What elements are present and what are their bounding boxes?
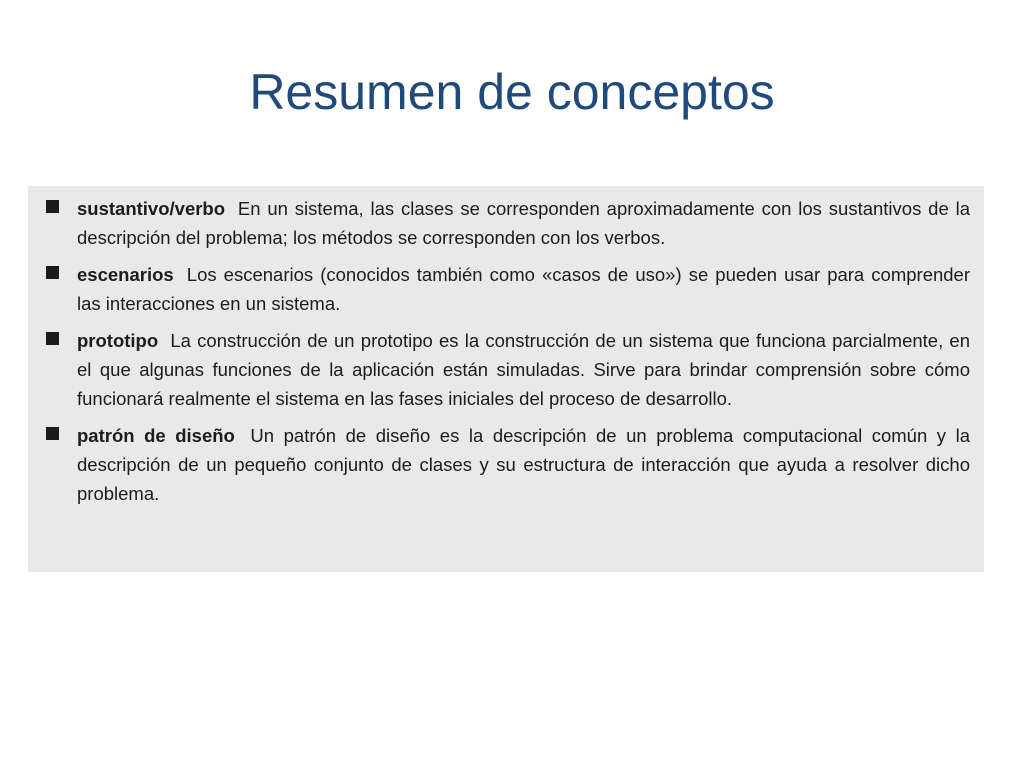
concept-definition: Los escenarios (conocidos también como «casos de uso») se pueden usar para comprender las interacciones en un sistema. <box>77 264 971 314</box>
square-bullet-icon <box>46 332 59 345</box>
concept-definition: La construcción de un prototipo es la construcción de un sistema que funciona parcialmente, en el que algunas funciones de la aplicación están simuladas. Sirve para brindar comprensión sobre cómo funcionará realmente el sistema en las fases iniciales del proceso de desarrollo. <box>77 330 971 409</box>
square-bullet-icon <box>46 266 59 279</box>
concept-term: prototipo <box>77 330 159 351</box>
concept-term: patrón de diseño <box>77 425 235 446</box>
concept-term: escenarios <box>77 264 174 285</box>
concept-text <box>77 194 970 252</box>
square-bullet-icon <box>46 427 59 440</box>
concept-item-escenarios <box>46 260 970 318</box>
concept-text <box>77 421 970 508</box>
square-bullet-icon <box>46 200 59 213</box>
concept-text <box>77 326 970 413</box>
concept-text <box>77 260 970 318</box>
concept-definition: Un patrón de diseño es la descripción de un problema computacional común y la descripción de un pequeño conjunto de clases y su estructura de interacción que ayuda a resolver dicho problema. <box>77 425 971 504</box>
concept-item-prototipo <box>46 326 970 413</box>
concept-term: sustantivo/verbo <box>77 198 226 219</box>
concept-summary-scan <box>28 186 984 572</box>
slide-title: Resumen de conceptos <box>249 64 775 120</box>
concept-item-sustantivo-verbo <box>46 194 970 252</box>
concept-item-patron-de-diseno <box>46 421 970 508</box>
concept-definition: En un sistema, las clases se corresponden aproximadamente con los sustantivos de la descripción del problema; los métodos se corresponden con los verbos. <box>77 198 971 248</box>
